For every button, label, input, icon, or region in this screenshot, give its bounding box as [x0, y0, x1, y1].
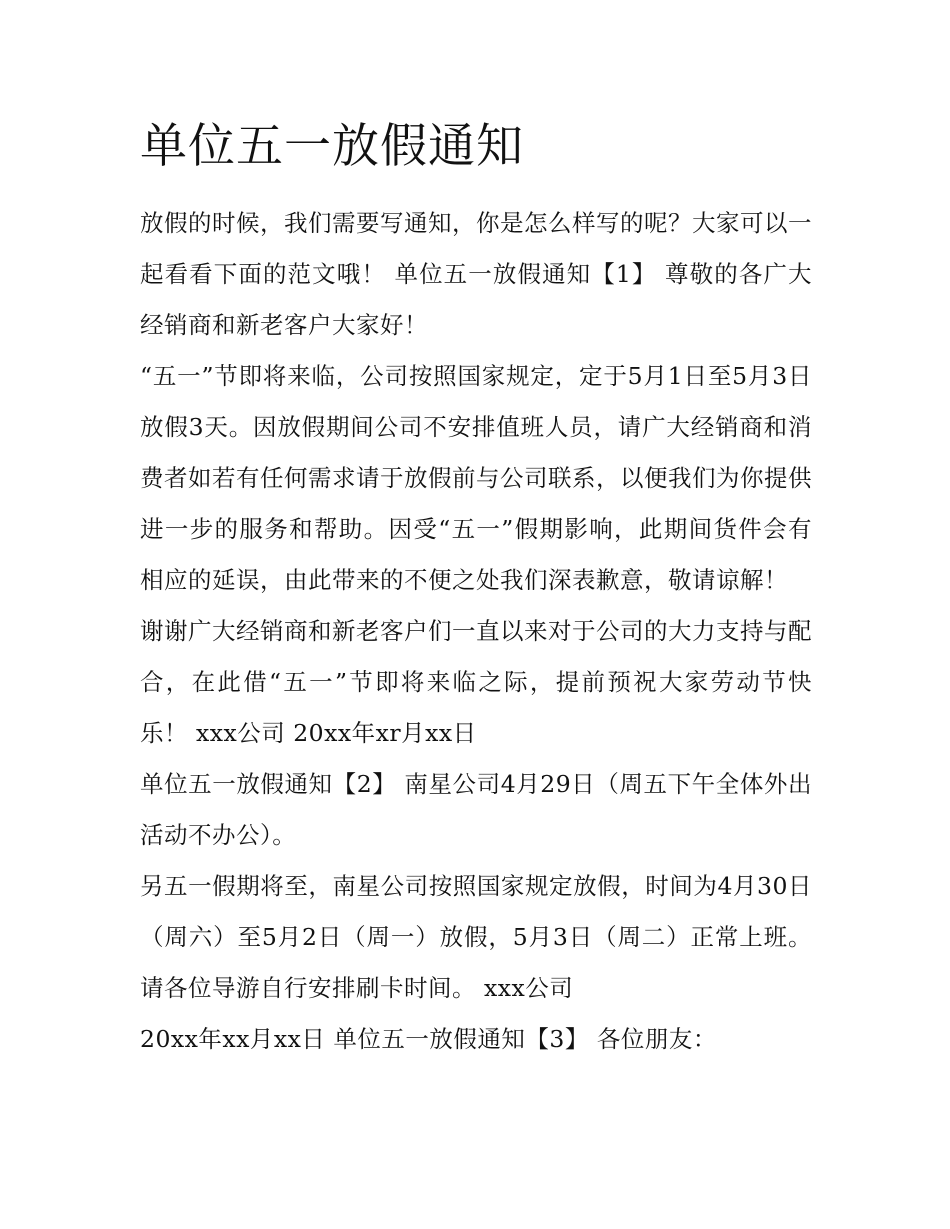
- document-title: 单位五一放假通知: [140, 119, 524, 174]
- paragraph-notice-2-body: 另五一假期将至，南星公司按照国家规定放假，时间为4月30日（周六）至5月2日（周一）放假，5月3日（周二）正常上班。请各位导游自行安排刷卡时间。 xxx公司: [140, 872, 812, 1002]
- paragraph-notice-2-header: 单位五一放假通知【2】 南星公司4月29日（周五下午全体外出活动不办公）。: [140, 770, 812, 849]
- paragraph-notice-1-closing: 谢谢广大经销商和新老客户们一直以来对于公司的大力支持与配合，在此借“五一”节即将来临之际，提前预祝大家劳动节快乐！ xxx公司 20xx年xr月xx日: [140, 617, 812, 747]
- paragraph-intro: 放假的时候，我们需要写通知，你是怎么样写的呢？大家可以一起看看下面的范文哦！ 单位五一放假通知【1】 尊敬的各广大经销商和新老客户大家好！: [140, 209, 812, 339]
- document-page: [140, 110, 812, 1065]
- paragraph-notice-3-header: 20xx年xx月xx日 单位五一放假通知【3】 各位朋友：: [140, 1025, 717, 1053]
- paragraph-notice-1-body: “五一”节即将来临，公司按照国家规定，定于5月1日至5月3日放假3天。因放假期间公司不安排值班人员，请广大经销商和消费者如若有任何需求请于放假前与公司联系，以便我们为你提供进一步的服务和帮助。因受“五一”假期影响，此期间货件会有相应的延误，由此带来的不便之处我们深表歉意，敬请谅解！: [140, 362, 812, 594]
